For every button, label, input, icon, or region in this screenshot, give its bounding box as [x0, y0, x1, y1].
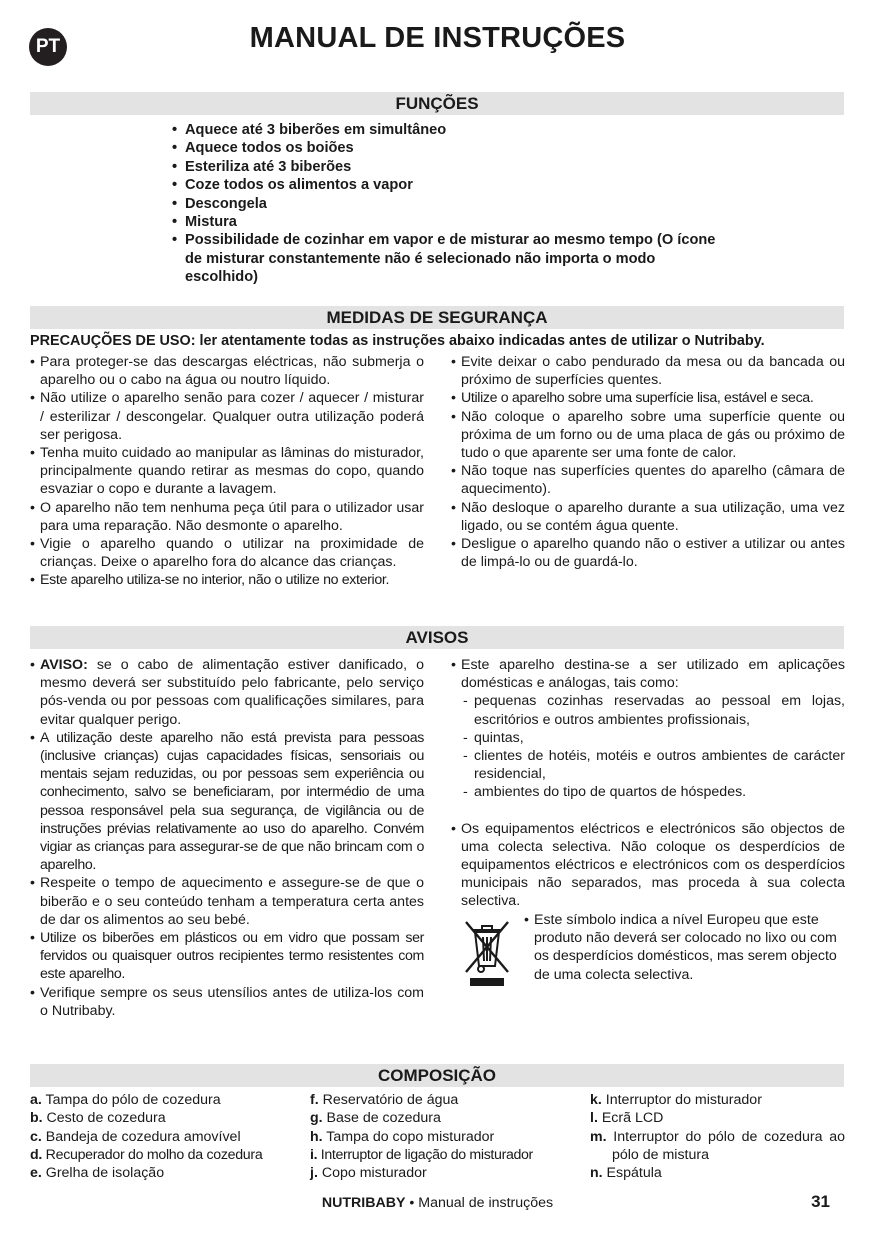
seguranca-right-list	[451, 353, 845, 571]
footer-text: Manual de instruções	[418, 1195, 554, 1211]
list-item: - ambientes do tipo de quartos de hóspedes.	[463, 784, 747, 801]
list-item: g. Base de cozedura	[310, 1110, 441, 1127]
list-item: h. Tampa do copo misturador	[310, 1128, 495, 1145]
list-item: • Utilize os biberões em plásticos ou em vidro que possam ser fervidos ou quaisquer outros recipientes termo resistentes com este aparelho.	[30, 930, 424, 983]
list-item: • Não coloque o aparelho sobre uma superfície quente ou próxima de um forno ou de uma placa de gás ou próximo de tudo o que aparente ser uma fonte de calor.	[451, 408, 845, 462]
list-item: • Não utilize o aparelho senão para cozer / aquecer / misturar / esterilizar / descongelar. Qualquer outra utilização poderá ser perigosa.	[30, 390, 424, 443]
list-item: l. Ecrã LCD	[590, 1110, 664, 1127]
list-item: • Verifique sempre os seus utensílios antes de utiliza-los com o Nutribaby.	[30, 984, 424, 1019]
list-item: • Este aparelho destina-se a ser utilizado em aplicações domésticas e análogas, tais como:	[451, 657, 845, 692]
list-item: • A utilização deste aparelho não está prevista para pessoas (inclusive crianças) cujas capacidades físicas, sensoriais ou mentais sejam reduzidas, ou por pessoas sem experiência ou conhecimento, salvo se beneficiaram, por intermédio de uma pessoa responsável pela sua segurança, de vigilância ou de instruções prévias relativamente ao uso do aparelho. Convém vigiar as crianças para assegurar-se de que não brincam com o aparelho.	[30, 729, 424, 874]
page-number: 31	[811, 1192, 830, 1211]
list-item: • Evite deixar o cabo pendurado da mesa ou da bancada ou próximo de superfícies quentes.	[451, 354, 845, 389]
list-item: • Utilize o aparelho sobre uma superfície lisa, estável e seca.	[451, 390, 814, 407]
seguranca-left-list	[30, 353, 424, 590]
list-item: • Possibilidade de cozinhar em vapor e de misturar ao mesmo tempo (O ícone de misturar constantemente não é selecionado não importa o modo escolhido)	[172, 232, 716, 286]
composicao-col-1	[30, 1091, 292, 1182]
list-item: • Não desloque o aparelho durante a sua utilização, uma vez ligado, ou se contém água quente.	[451, 499, 845, 534]
list-item: • Respeite o tempo de aquecimento e assegure-se de que o biberão e o seu conteúdo tenham a temperatura certa antes de dar os alimentos ao seu bebé.	[30, 875, 424, 928]
list-item: n. Espátula	[590, 1165, 662, 1182]
list-item: d. Recuperador do molho da cozedura	[30, 1146, 263, 1163]
weee-symbol-note	[524, 911, 844, 984]
list-item: • Descongela	[172, 195, 267, 212]
list-item: k. Interruptor do misturador	[590, 1092, 762, 1108]
section-header-medidas: MEDIDAS DE SEGURANÇA	[30, 306, 844, 329]
weee-bin-icon	[462, 916, 512, 988]
list-item: - quintas,	[463, 729, 524, 746]
list-item: b. Cesto de cozedura	[30, 1110, 166, 1127]
page-footer: NUTRIBABY • Manual de instruções	[321, 1195, 554, 1211]
section-header-composicao: COMPOSIÇÃO	[30, 1064, 844, 1087]
list-item: • Para proteger-se das descargas eléctricas, não submerja o aparelho ou o cabo na água ou noutro líquido.	[30, 354, 424, 389]
list-item: • Tenha muito cuidado ao manipular as lâminas do misturador, principalmente quando retirar as mesmas do copo, quando esvaziar o copo e durante a lavagem.	[30, 445, 424, 498]
avisos-right-list	[451, 656, 845, 911]
section-header-avisos: AVISOS	[30, 626, 844, 649]
list-item: i. Interruptor de ligação do misturador	[310, 1146, 533, 1163]
language-badge: PT	[29, 28, 67, 66]
list-item: - clientes de hotéis, motéis e outros ambientes de carácter residencial,	[463, 748, 845, 783]
list-item: m. Interruptor do pólo de cozedura ao pólo de mistura	[590, 1128, 845, 1163]
list-item: c. Bandeja de cozedura amovível	[30, 1128, 241, 1145]
aviso-label: AVISO:	[40, 657, 88, 673]
list-item: • Aquece todos os boiões	[172, 140, 354, 157]
funcoes-list	[172, 121, 772, 287]
composicao-col-3	[590, 1091, 845, 1182]
list-item: a. Tampa do pólo de cozedura	[30, 1092, 221, 1108]
list-item: • Vigie o aparelho quando o utilizar na proximidade de crianças. Deixe o aparelho fora do alcance das crianças.	[30, 536, 424, 571]
list-item: • O aparelho não tem nenhuma peça útil para o utilizador usar para uma reparação. Não desmonte o aparelho.	[30, 499, 424, 534]
precaution-note: PRECAUÇÕES DE USO: ler atentamente todas as instruções abaixo indicadas antes de utilizar o Nutribaby.	[30, 333, 765, 349]
list-item: • Coze todos os alimentos a vapor	[172, 177, 413, 194]
section-header-funcoes: FUNÇÕES	[30, 92, 844, 115]
list-item: • Aquece até 3 biberões em simultâneo	[172, 122, 447, 138]
list-item: • Esteriliza até 3 biberões	[172, 158, 352, 175]
list-item: • Não toque nas superfícies quentes do aparelho (câmara de aquecimento).	[451, 463, 845, 498]
list-item: • Mistura	[172, 214, 237, 231]
list-item: • Os equipamentos eléctricos e electrónicos são objectos de uma colecta selectiva. Não coloque os desperdícios de equipamentos eléctricos e electrónicos com os desperdícios municipais não separados, mas proceda à sua colecta selectiva.	[451, 820, 845, 910]
footer-brand: NUTRIBABY	[321, 1195, 406, 1211]
composicao-col-2	[310, 1091, 572, 1182]
list-item: • Este aparelho utiliza-se no interior, não o utilize no exterior.	[30, 572, 390, 589]
list-item: • Desligue o aparelho quando não o estiver a utilizar ou antes de limpá-lo ou de guardá-lo.	[451, 536, 845, 571]
avisos-left-list	[30, 656, 424, 1020]
list-item: • Este símbolo indica a nível Europeu que este produto não deverá ser colocado no lixo ou com os desperdícios domésticos, mas serem objecto de uma colecta selectiva.	[524, 912, 837, 983]
list-item: - pequenas cozinhas reservadas ao pessoal em lojas, escritórios e outros ambientes profissionais,	[463, 693, 845, 728]
list-item: f. Reservatório de água	[310, 1092, 459, 1108]
list-item: • AVISO: se o cabo de alimentação estiver danificado, o mesmo deverá ser substituído pelo fabricante, pelo serviço pós-venda ou por pessoas com qualificações similares, para evitar qualquer perigo.	[30, 657, 424, 728]
list-item: e. Grelha de isolação	[30, 1165, 165, 1182]
list-item: j. Copo misturador	[310, 1165, 427, 1182]
page-title: MANUAL DE INSTRUÇÕES	[249, 22, 626, 54]
